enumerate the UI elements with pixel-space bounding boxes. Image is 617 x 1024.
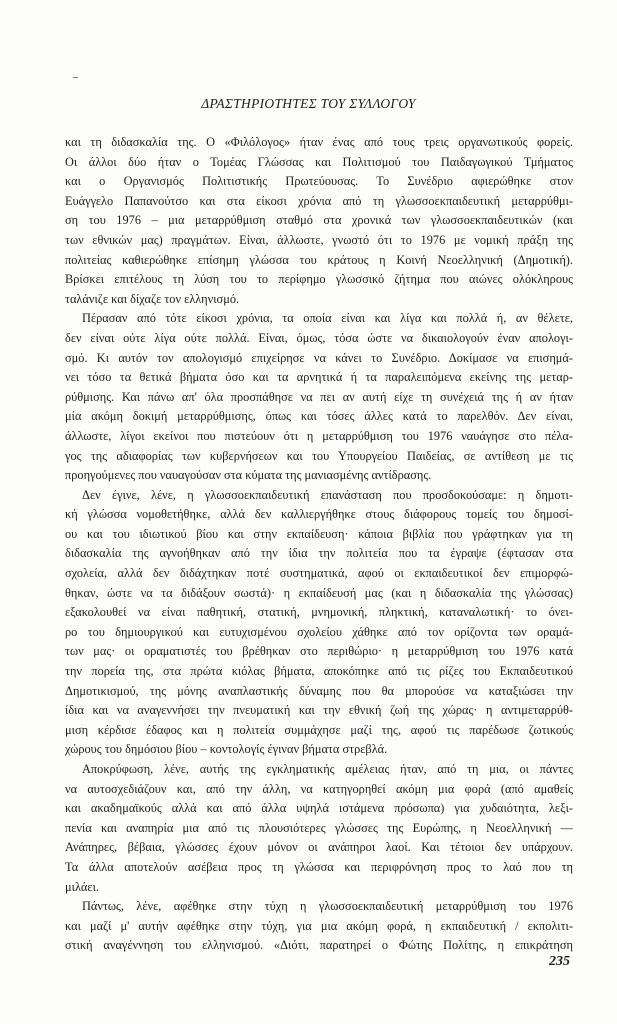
text-line: Αποκρύφωση, λένε, αυτής της εγκληματικής αμέλειας ήταν, από τη μια, οι πάντες	[82, 762, 573, 776]
text-line: των εθνικών μας) πραγμάτων. Είναι, άλλωστε, γνωστό ότι το 1976 με νομική πράξη της	[65, 232, 573, 247]
text-line: χώρους του δημόσιου βίου – κοντολογίς έγιναν βήματα στρεβλά.	[65, 742, 388, 757]
text-line: ρο του δημιουργικού και ευτυχισμένου σχολείου χάθηκε από τον ορίζοντα των οραμά-	[65, 624, 573, 639]
text-line: ίδια και να αναγεννήσει την πνευματική και την εθνική ζωή της χώρας· η αντιμεταρρύθ-	[65, 703, 573, 718]
text-line: ου και του ιδιωτικού βίου και στην εκπαίδευση· κάποια βιβλία που γράφτηκαν για τη	[65, 526, 573, 541]
stray-mark	[73, 77, 78, 78]
text-line: διδασκαλία της αγνοήθηκαν από την ίδια την πολιτεία που τα έγραψε (έφτασαν στα	[65, 546, 573, 561]
text-line: Οι άλλοι δύο ήταν ο Τομέας Γλώσσας και Πολιτισμού του Παιδαγωγικού Τμήματος	[65, 154, 573, 169]
text-line: ταλάνιζε και δίχαζε τον ελληνισμό.	[65, 291, 240, 306]
text-line: να αυτοσχεδιάζουν και, από την άλλη, να κατηγορηθεί ακόμη μια φορά (από αμαθείς	[65, 781, 573, 796]
text-line: την πορεία της, στα πρώτα κιόλας βήματα, αποκόπηκε από τις ρίζες του Εκπαιδευτικού	[65, 664, 573, 679]
text-line: Ανάπηρες, βέβαια, γλώσσες έχουν μόνον οι ανάπηροι λαοί. Και τέτοιοι δεν υπάρχουν.	[65, 840, 573, 855]
text-line: ρύθμισης. Και πάνω απ' όλα προσπάθησε να πει αν αυτή είχε τη συνέχειά της ή αν ήταν	[65, 389, 573, 404]
text-line: άλλωστε, λίγοι εκείνοι που πιστεύουν ότι η μεταρρύθμιση του 1976 ναυάγησε στο πέλα-	[65, 428, 573, 443]
text-line: μιση κέρδισε έδαφος και η πολιτεία συμμάχησε μαζί της, αφού τις παρέδωσε ζωτικούς	[65, 722, 573, 737]
text-line: των μας· οι οραματιστές του βρέθηκαν στο περιθώριο· η μεταρρύθμιση του 1976 κατά	[65, 644, 573, 659]
text-line: και μαζί μ' αυτήν αφέθηκε στην τύχη, για μια ακόμη φορά, η εκπαιδευτική / εκπολιτι-	[65, 918, 573, 933]
text-line: Πέρασαν από τότε είκοσι χρόνια, τα οποία είναι και λίγα και πολλά ή, αν θέλετε,	[82, 311, 573, 326]
text-line: θηκαν, ώστε να τα διδάξουν σωστά)· η εκπαίδευσή μας (και η διδασκαλία της γλώσσας)	[65, 585, 573, 600]
text-line: εξακολουθεί να είναι παθητική, στατική, μνημονική, πληκτική, καταναλωτική· το όνει-	[65, 605, 573, 620]
page-number: 235	[549, 954, 570, 969]
text-line: μιλάει.	[65, 879, 99, 894]
text-line: πενία και αναπηρία μια από τις πλουσιότερες γλώσσες της Ευρώπης, η Νεοελληνική —	[65, 820, 573, 835]
text-line: ση του 1976 – μια μεταρρύθμιση σταθμό στα χρονικά των γλωσσοεκπαιδευτικών (και	[65, 213, 573, 228]
text-line: προηγούμενες που ναυαγούσαν στα κύματα της μανιασμένης αντίδρασης.	[65, 468, 432, 483]
text-line: Δημοτικισμού, της μόνης αναπλαστικής δύναμης που θα μπορούσε να καταξιώσει την	[65, 683, 573, 698]
text-line: Τα άλλα αποτελούν ασέβεια προς τη γλώσσα και περιφρόνηση προς το λαό που τη	[65, 859, 573, 874]
text-line: στική αναγέννηση του ελληνισμού. «Διότι, παρατηρεί ο Φώτης Πολίτης, η επικράτηση	[65, 938, 573, 953]
body-text	[65, 133, 573, 956]
running-head: ΔΡΑΣΤΗΡΙΟΤΗΤΕΣ ΤΟΥ ΣΥΛΛΟΓΟΥ	[201, 96, 416, 111]
text-line: Πάντως, λένε, αφέθηκε στην τύχη η γλωσσοεκπαιδευτική μεταρρύθμιση του 1976	[82, 899, 573, 914]
text-line: σμό. Κι αυτόν τον απολογισμό επιχείρησε να κάνει το Συνέδριο. Δοκίμασε να επισημά-	[65, 350, 573, 365]
text-line: νει τόσο τα θετικά βήματα όσο και τα αρνητικά ή τα παραλειπόμενα εκείνης της μεταρ-	[65, 370, 573, 385]
text-line: σχολεία, αλλά δεν διδάχτηκαν ποτέ συστηματικά, αφού οι εκπαιδευτικοί δεν επιμορφώ-	[65, 566, 573, 581]
text-line: δεν είναι ούτε λίγα ούτε πολλά. Είναι, όμως, τόσα ώστε να δικαιολογούν έναν απολογι-	[65, 330, 573, 345]
text-line: Βρίσκει επιτέλους τη λύση του το περίφημο γλωσσικό ζήτημα που αιώνες ολόκληρους	[65, 272, 573, 287]
text-line: πολιτείας καθιερώθηκε επίσημη γλώσσα του κράτους η Κοινή Νεοελληνική (Δημοτική).	[65, 252, 573, 267]
text-line: και τη διδασκαλία της. Ο «Φιλόλογος» ήταν ένας από τους τρεις οργανωτικούς φορείς.	[65, 135, 573, 149]
text-line: μία ακόμη δοκιμή μεταρρύθμισης, όπως και τόσες άλλες κατά το παρελθόν. Δεν είναι,	[65, 409, 573, 424]
text-line: Δεν έγινε, λένε, η γλωσσοεκπαιδευτική επανάσταση που προσδοκούσαμε: η δημοτι-	[82, 487, 573, 502]
text-line: κή γλώσσα νομοθετήθηκε, αλλά δεν καλλιεργήθηκε στους διάφορους τομείς του δημοσί-	[65, 507, 573, 522]
text-line: Ευάγγελο Παπανούτσο και στα είκοσι χρόνια από τη γλωσσοεκπαιδευτική μεταρρύθμι-	[65, 193, 573, 208]
text-line: και ο Οργανισμός Πολιτιστικής Πρωτεύουσας. Το Συνέδριο αφιερώθηκε στον	[65, 174, 573, 189]
text-line: και ακαδημαϊκούς αλλά και από άλλα υψηλά ιστάμενα πρόσωπα) για χυδαιότητα, λεξι-	[65, 801, 573, 816]
text-line: γος της αδιαφορίας των κυβερνήσεων και του Υπουργείου Παιδείας, σε αντίθεση με τις	[65, 448, 573, 463]
